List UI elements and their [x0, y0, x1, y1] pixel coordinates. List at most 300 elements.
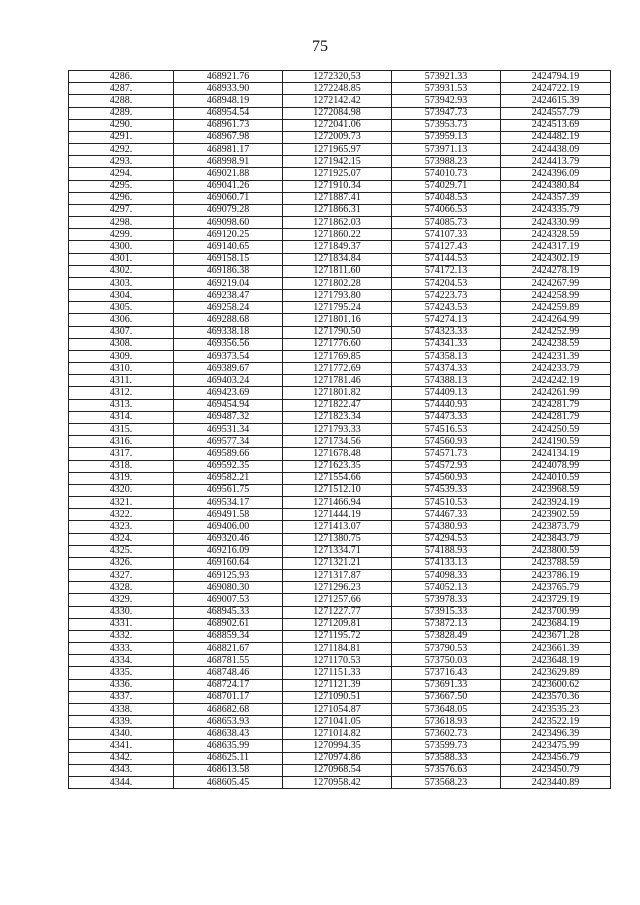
point-number-cell: 4337.	[69, 691, 174, 703]
point-number-cell: 4342.	[69, 752, 174, 764]
point-number-cell: 4318.	[69, 460, 174, 472]
x1-cell: 468921.76	[174, 71, 283, 83]
x2-cell: 574188.93	[392, 545, 501, 557]
y1-cell: 1271380.75	[283, 533, 392, 545]
y2-cell: 2424233.79	[501, 363, 611, 375]
y2-cell: 2424134.19	[501, 448, 611, 460]
x2-cell: 574388.13	[392, 375, 501, 387]
x2-cell: 574172.13	[392, 265, 501, 277]
table-row	[69, 764, 611, 776]
table-row	[69, 533, 611, 545]
point-number-cell: 4329.	[69, 594, 174, 606]
table-row	[69, 691, 611, 703]
x2-cell: 573790.53	[392, 643, 501, 655]
table-row	[69, 95, 611, 107]
x1-cell: 469219.04	[174, 277, 283, 289]
x1-cell: 469534.17	[174, 497, 283, 509]
table-row	[69, 728, 611, 740]
y1-cell: 1271910.34	[283, 180, 392, 192]
table-row	[69, 411, 611, 423]
x1-cell: 469491.58	[174, 509, 283, 521]
y1-cell: 1271860.22	[283, 229, 392, 241]
y2-cell: 2424335.79	[501, 204, 611, 216]
x2-cell: 574127.43	[392, 241, 501, 253]
x2-cell: 574052.13	[392, 582, 501, 594]
table-row	[69, 630, 611, 642]
x2-cell: 574223.73	[392, 290, 501, 302]
point-number-cell: 4344.	[69, 776, 174, 788]
table-row	[69, 521, 611, 533]
point-number-cell: 4288.	[69, 95, 174, 107]
y1-cell: 1270968.54	[283, 764, 392, 776]
table-row	[69, 716, 611, 728]
x2-cell: 574144.53	[392, 253, 501, 265]
y2-cell: 2424794.19	[501, 71, 611, 83]
y1-cell: 1272009.73	[283, 131, 392, 143]
y1-cell: 1271184.81	[283, 643, 392, 655]
x2-cell: 574274.13	[392, 314, 501, 326]
x1-cell: 469389.67	[174, 363, 283, 375]
y1-cell: 1271090.51	[283, 691, 392, 703]
table-row	[69, 119, 611, 131]
x2-cell: 573942.93	[392, 95, 501, 107]
table-row	[69, 144, 611, 156]
x2-cell: 574098.33	[392, 570, 501, 582]
x1-cell: 468682.68	[174, 703, 283, 715]
page-number: 75	[312, 38, 328, 55]
y1-cell: 1271121.39	[283, 679, 392, 691]
y1-cell: 1271413.07	[283, 521, 392, 533]
x1-cell: 469288.68	[174, 314, 283, 326]
table-row	[69, 497, 611, 509]
x1-cell: 469258.24	[174, 302, 283, 314]
y1-cell: 1271209.81	[283, 618, 392, 630]
y2-cell: 2424513.69	[501, 119, 611, 131]
x2-cell: 573599.73	[392, 740, 501, 752]
x1-cell: 469589.66	[174, 448, 283, 460]
y1-cell: 1271170.53	[283, 655, 392, 667]
point-number-cell: 4300.	[69, 241, 174, 253]
x1-cell: 469561.75	[174, 484, 283, 496]
point-number-cell: 4331.	[69, 618, 174, 630]
y1-cell: 1271925.07	[283, 168, 392, 180]
y2-cell: 2423788.59	[501, 557, 611, 569]
x2-cell: 574516.53	[392, 423, 501, 435]
y2-cell: 2424281.79	[501, 411, 611, 423]
table-row	[69, 655, 611, 667]
x2-cell: 574409.13	[392, 387, 501, 399]
x2-cell: 574380.93	[392, 521, 501, 533]
x1-cell: 469338.18	[174, 326, 283, 338]
x2-cell: 574539.33	[392, 484, 501, 496]
point-number-cell: 4327.	[69, 570, 174, 582]
table-row	[69, 229, 611, 241]
table-row	[69, 131, 611, 143]
table-row	[69, 448, 611, 460]
table-row	[69, 740, 611, 752]
point-number-cell: 4323.	[69, 521, 174, 533]
point-number-cell: 4307.	[69, 326, 174, 338]
x1-cell: 469373.54	[174, 350, 283, 362]
point-number-cell: 4319.	[69, 472, 174, 484]
x2-cell: 574243.53	[392, 302, 501, 314]
y1-cell: 1271823.34	[283, 411, 392, 423]
x1-cell: 469487.32	[174, 411, 283, 423]
x1-cell: 468701.17	[174, 691, 283, 703]
y2-cell: 2424267.99	[501, 277, 611, 289]
table-row	[69, 399, 611, 411]
x1-cell: 469080.30	[174, 582, 283, 594]
table-row	[69, 752, 611, 764]
x1-cell: 468859.34	[174, 630, 283, 642]
x2-cell: 574341.33	[392, 338, 501, 350]
x2-cell: 574085.73	[392, 217, 501, 229]
x1-cell: 469454.94	[174, 399, 283, 411]
point-number-cell: 4304.	[69, 290, 174, 302]
y2-cell: 2424380.84	[501, 180, 611, 192]
point-number-cell: 4330.	[69, 606, 174, 618]
y1-cell: 1271849.37	[283, 241, 392, 253]
table-row	[69, 168, 611, 180]
y2-cell: 2424482.19	[501, 131, 611, 143]
point-number-cell: 4301.	[69, 253, 174, 265]
point-number-cell: 4299.	[69, 229, 174, 241]
point-number-cell: 4305.	[69, 302, 174, 314]
y2-cell: 2423684.19	[501, 618, 611, 630]
y2-cell: 2424722.19	[501, 83, 611, 95]
x1-cell: 469592.35	[174, 460, 283, 472]
y2-cell: 2424078.99	[501, 460, 611, 472]
table-row	[69, 557, 611, 569]
point-number-cell: 4292.	[69, 144, 174, 156]
x2-cell: 573691.33	[392, 679, 501, 691]
y1-cell: 1271444.19	[283, 509, 392, 521]
point-number-cell: 4314.	[69, 411, 174, 423]
x2-cell: 573576.63	[392, 764, 501, 776]
y1-cell: 1271317.87	[283, 570, 392, 582]
x2-cell: 573947.73	[392, 107, 501, 119]
x1-cell: 468945.33	[174, 606, 283, 618]
y2-cell: 2424258.99	[501, 290, 611, 302]
y1-cell: 1272041.06	[283, 119, 392, 131]
x1-cell: 469125.93	[174, 570, 283, 582]
y2-cell: 2423902.59	[501, 509, 611, 521]
y1-cell: 1271054.87	[283, 703, 392, 715]
y1-cell: 1271257.66	[283, 594, 392, 606]
y1-cell: 1271041.05	[283, 716, 392, 728]
x2-cell: 574048.53	[392, 192, 501, 204]
y2-cell: 2423570.36	[501, 691, 611, 703]
x2-cell: 573872.13	[392, 618, 501, 630]
table-row	[69, 241, 611, 253]
y1-cell: 1271466.94	[283, 497, 392, 509]
y1-cell: 1272084.98	[283, 107, 392, 119]
table-row	[69, 776, 611, 788]
point-number-cell: 4341.	[69, 740, 174, 752]
y1-cell: 1271554.66	[283, 472, 392, 484]
x2-cell: 573602.73	[392, 728, 501, 740]
table-row	[69, 265, 611, 277]
x1-cell: 469582.21	[174, 472, 283, 484]
x1-cell: 469021.88	[174, 168, 283, 180]
y2-cell: 2424328.59	[501, 229, 611, 241]
x1-cell: 469160.64	[174, 557, 283, 569]
y1-cell: 1271321.21	[283, 557, 392, 569]
x1-cell: 468954.54	[174, 107, 283, 119]
y1-cell: 1270974.86	[283, 752, 392, 764]
x1-cell: 468748.46	[174, 667, 283, 679]
y2-cell: 2424317.19	[501, 241, 611, 253]
x2-cell: 573750.03	[392, 655, 501, 667]
x1-cell: 469120.25	[174, 229, 283, 241]
y1-cell: 1271802.28	[283, 277, 392, 289]
point-number-cell: 4298.	[69, 217, 174, 229]
y2-cell: 2424264.99	[501, 314, 611, 326]
x1-cell: 469186.38	[174, 265, 283, 277]
point-number-cell: 4343.	[69, 764, 174, 776]
x2-cell: 574294.53	[392, 533, 501, 545]
y2-cell: 2424190.59	[501, 436, 611, 448]
x1-cell: 468961.73	[174, 119, 283, 131]
y1-cell: 1271942.15	[283, 156, 392, 168]
y1-cell: 1272248.85	[283, 83, 392, 95]
x2-cell: 574358.13	[392, 350, 501, 362]
x2-cell: 574066.53	[392, 204, 501, 216]
y2-cell: 2423968.59	[501, 484, 611, 496]
x1-cell: 468902.61	[174, 618, 283, 630]
y1-cell: 1271769.85	[283, 350, 392, 362]
y1-cell: 1271793.80	[283, 290, 392, 302]
point-number-cell: 4287.	[69, 83, 174, 95]
x1-cell: 468933.90	[174, 83, 283, 95]
y1-cell: 1271623.35	[283, 460, 392, 472]
point-number-cell: 4317.	[69, 448, 174, 460]
x2-cell: 574133.13	[392, 557, 501, 569]
x1-cell: 469403.24	[174, 375, 283, 387]
y1-cell: 1271790.50	[283, 326, 392, 338]
y2-cell: 2424252.99	[501, 326, 611, 338]
x2-cell: 574560.93	[392, 472, 501, 484]
y1-cell: 1271678.48	[283, 448, 392, 460]
table-row	[69, 594, 611, 606]
y2-cell: 2423873.79	[501, 521, 611, 533]
x1-cell: 469060.71	[174, 192, 283, 204]
x1-cell: 469356.56	[174, 338, 283, 350]
y1-cell: 1272320,53	[283, 71, 392, 83]
point-number-cell: 4312.	[69, 387, 174, 399]
point-number-cell: 4340.	[69, 728, 174, 740]
y2-cell: 2423496.39	[501, 728, 611, 740]
point-number-cell: 4334.	[69, 655, 174, 667]
y1-cell: 1271834.84	[283, 253, 392, 265]
y2-cell: 2423700.99	[501, 606, 611, 618]
point-number-cell: 4297.	[69, 204, 174, 216]
point-number-cell: 4326.	[69, 557, 174, 569]
x2-cell: 574374.33	[392, 363, 501, 375]
y1-cell: 1271014.82	[283, 728, 392, 740]
y2-cell: 2423671.28	[501, 630, 611, 642]
point-number-cell: 4322.	[69, 509, 174, 521]
point-number-cell: 4294.	[69, 168, 174, 180]
table-row	[69, 460, 611, 472]
table-row	[69, 484, 611, 496]
point-number-cell: 4308.	[69, 338, 174, 350]
table-row	[69, 192, 611, 204]
table-row	[69, 71, 611, 83]
x2-cell: 574467.33	[392, 509, 501, 521]
y2-cell: 2424357.39	[501, 192, 611, 204]
x2-cell: 573588.33	[392, 752, 501, 764]
x2-cell: 574323.33	[392, 326, 501, 338]
y2-cell: 2424615.39	[501, 95, 611, 107]
table-row	[69, 667, 611, 679]
x1-cell: 469007.53	[174, 594, 283, 606]
x1-cell: 468781.55	[174, 655, 283, 667]
x2-cell: 573667.50	[392, 691, 501, 703]
table-row	[69, 314, 611, 326]
y1-cell: 1271334.71	[283, 545, 392, 557]
x2-cell: 573828.49	[392, 630, 501, 642]
point-number-cell: 4325.	[69, 545, 174, 557]
point-number-cell: 4296.	[69, 192, 174, 204]
x1-cell: 468998.91	[174, 156, 283, 168]
y1-cell: 1271965.97	[283, 144, 392, 156]
point-number-cell: 4333.	[69, 643, 174, 655]
table-row	[69, 290, 611, 302]
x1-cell: 468724.17	[174, 679, 283, 691]
y1-cell: 1271781.46	[283, 375, 392, 387]
table-row	[69, 618, 611, 630]
x2-cell: 573978.33	[392, 594, 501, 606]
x1-cell: 469041.26	[174, 180, 283, 192]
y2-cell: 2423522.19	[501, 716, 611, 728]
y2-cell: 2424438.09	[501, 144, 611, 156]
table-row	[69, 387, 611, 399]
x1-cell: 468613.58	[174, 764, 283, 776]
point-number-cell: 4332.	[69, 630, 174, 642]
x1-cell: 469238.47	[174, 290, 283, 302]
y2-cell: 2423629.89	[501, 667, 611, 679]
y2-cell: 2424250.59	[501, 423, 611, 435]
point-number-cell: 4291.	[69, 131, 174, 143]
table-row	[69, 156, 611, 168]
table-row	[69, 570, 611, 582]
point-number-cell: 4328.	[69, 582, 174, 594]
point-number-cell: 4311.	[69, 375, 174, 387]
point-number-cell: 4286.	[69, 71, 174, 83]
x1-cell: 469531.34	[174, 423, 283, 435]
x2-cell: 573618.93	[392, 716, 501, 728]
x2-cell: 573959.13	[392, 131, 501, 143]
point-number-cell: 4306.	[69, 314, 174, 326]
y1-cell: 1271795.24	[283, 302, 392, 314]
coordinates-table	[68, 70, 611, 789]
table-row	[69, 375, 611, 387]
table-row	[69, 180, 611, 192]
x2-cell: 573953.73	[392, 119, 501, 131]
table-row	[69, 703, 611, 715]
x2-cell: 574510.53	[392, 497, 501, 509]
point-number-cell: 4295.	[69, 180, 174, 192]
table-row	[69, 253, 611, 265]
y1-cell: 1271227.77	[283, 606, 392, 618]
coordinates-table-body	[69, 71, 611, 789]
point-number-cell: 4335.	[69, 667, 174, 679]
x2-cell: 574204.53	[392, 277, 501, 289]
x1-cell: 469140.65	[174, 241, 283, 253]
x2-cell: 574010.73	[392, 168, 501, 180]
x2-cell: 573921.33	[392, 71, 501, 83]
x2-cell: 574473.33	[392, 411, 501, 423]
x2-cell: 573648.05	[392, 703, 501, 715]
point-number-cell: 4290.	[69, 119, 174, 131]
y1-cell: 1271822.47	[283, 399, 392, 411]
y2-cell: 2424259.89	[501, 302, 611, 314]
y2-cell: 2424396.09	[501, 168, 611, 180]
y1-cell: 1271776.60	[283, 338, 392, 350]
y2-cell: 2423765.79	[501, 582, 611, 594]
y2-cell: 2424238.59	[501, 338, 611, 350]
y2-cell: 2424330.99	[501, 217, 611, 229]
x1-cell: 469320.46	[174, 533, 283, 545]
point-number-cell: 4339.	[69, 716, 174, 728]
y2-cell: 2423456.79	[501, 752, 611, 764]
table-row	[69, 423, 611, 435]
x2-cell: 574571.73	[392, 448, 501, 460]
table-row	[69, 363, 611, 375]
y1-cell: 1271512.10	[283, 484, 392, 496]
y2-cell: 2423600.62	[501, 679, 611, 691]
table-row	[69, 643, 611, 655]
x2-cell: 573988.23	[392, 156, 501, 168]
y2-cell: 2423648.19	[501, 655, 611, 667]
table-row	[69, 582, 611, 594]
y2-cell: 2423475.99	[501, 740, 611, 752]
y2-cell: 2424242.19	[501, 375, 611, 387]
point-number-cell: 4302.	[69, 265, 174, 277]
y1-cell: 1271811.60	[283, 265, 392, 277]
table-row	[69, 204, 611, 216]
y1-cell: 1271195.72	[283, 630, 392, 642]
x1-cell: 468625.11	[174, 752, 283, 764]
y1-cell: 1271793.33	[283, 423, 392, 435]
y2-cell: 2423843.79	[501, 533, 611, 545]
point-number-cell: 4320.	[69, 484, 174, 496]
point-number-cell: 4338.	[69, 703, 174, 715]
y1-cell: 1270994.35	[283, 740, 392, 752]
x1-cell: 469423.69	[174, 387, 283, 399]
y2-cell: 2424281.79	[501, 399, 611, 411]
y1-cell: 1271772.69	[283, 363, 392, 375]
x2-cell: 574440.93	[392, 399, 501, 411]
x1-cell: 468821.67	[174, 643, 283, 655]
x1-cell: 469577.34	[174, 436, 283, 448]
y2-cell: 2423450.79	[501, 764, 611, 776]
point-number-cell: 4324.	[69, 533, 174, 545]
point-number-cell: 4336.	[69, 679, 174, 691]
x1-cell: 469079.28	[174, 204, 283, 216]
y2-cell: 2423800.59	[501, 545, 611, 557]
table-row	[69, 277, 611, 289]
y2-cell: 2424413.79	[501, 156, 611, 168]
point-number-cell: 4321.	[69, 497, 174, 509]
y1-cell: 1271887.41	[283, 192, 392, 204]
y2-cell: 2424010.59	[501, 472, 611, 484]
x1-cell: 469098.60	[174, 217, 283, 229]
y2-cell: 2424557.79	[501, 107, 611, 119]
point-number-cell: 4313.	[69, 399, 174, 411]
table-row	[69, 83, 611, 95]
